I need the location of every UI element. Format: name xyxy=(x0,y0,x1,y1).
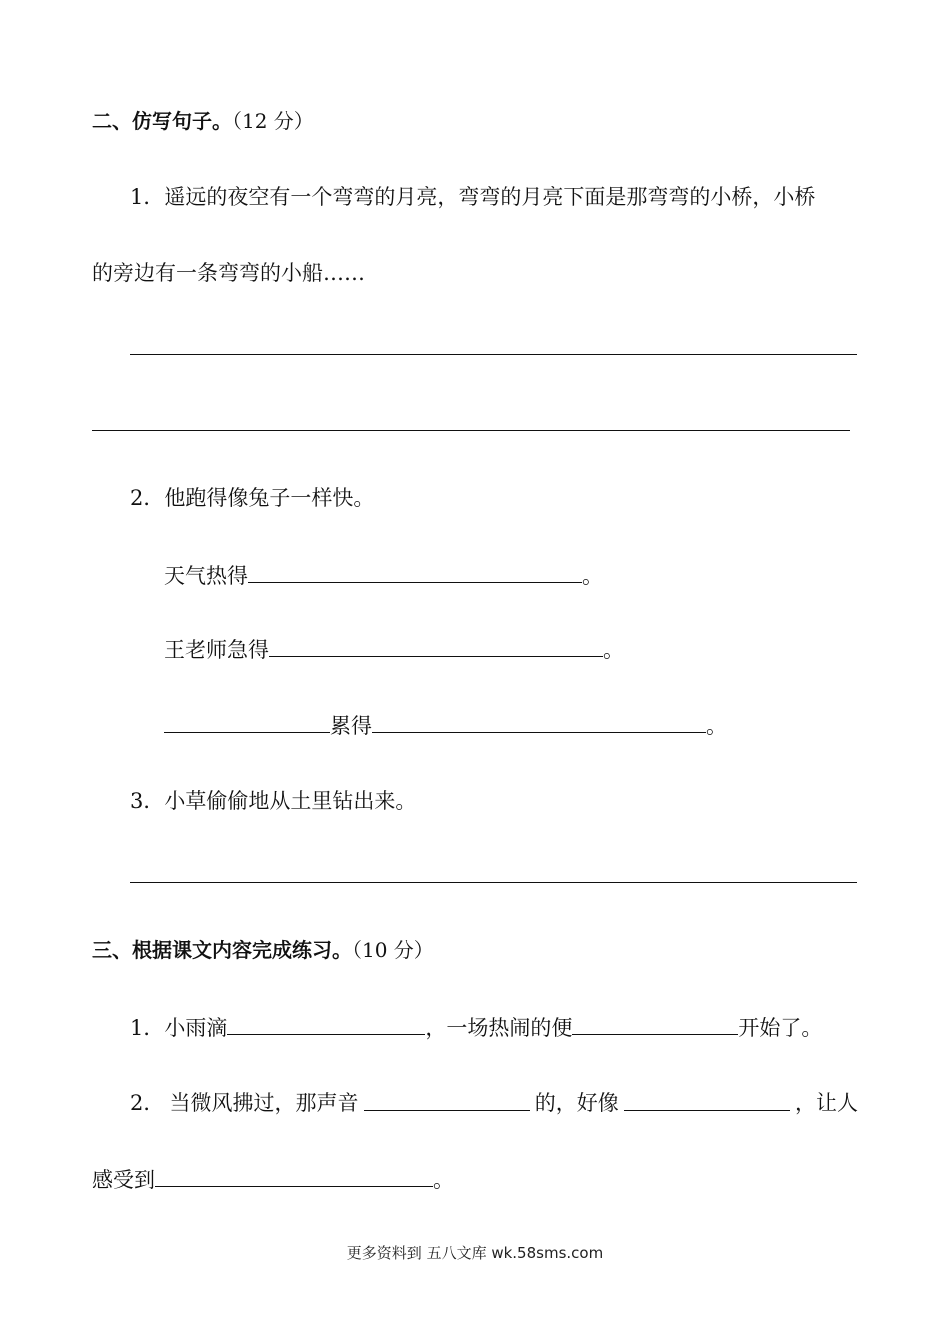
s3-q2-blank-1[interactable] xyxy=(364,1088,530,1111)
s2-q2-number: 2． xyxy=(130,486,165,510)
s3-q1-blank-2[interactable] xyxy=(572,1012,738,1035)
s2-q2-fill-3-period: 。 xyxy=(706,714,727,738)
s2-q2-fill-1-prefix: 天气热得 xyxy=(164,564,248,588)
s2-q3-text: 小草偷偷地从土里钻出来。 xyxy=(164,789,417,813)
s2-q2-fill-3-blank-a[interactable] xyxy=(164,710,330,733)
s3-q1-part2: ，一场热闹的便 xyxy=(425,1016,573,1040)
s3-q2-blank-3[interactable] xyxy=(155,1164,433,1187)
s3-q2-part1: 当微风拂过，那声音 xyxy=(169,1091,359,1115)
section-2-heading xyxy=(92,106,314,136)
section-3-title: 三、根据课文内容完成练习。 xyxy=(92,938,352,962)
s2-q2-line xyxy=(130,483,374,513)
s2-q2-fill-3 xyxy=(164,710,727,741)
s3-q2-line2-prefix: 感受到 xyxy=(92,1168,155,1192)
s3-q1-line xyxy=(130,1012,822,1043)
s2-q1-answer-line-2[interactable] xyxy=(92,430,850,431)
s2-q2-text: 他跑得像兔子一样快。 xyxy=(164,486,375,510)
s2-q1-text-line2: 的旁边有一条弯弯的小船…… xyxy=(92,261,365,285)
s3-q1-number: 1． xyxy=(130,1016,165,1040)
section-2-score: （12 分） xyxy=(232,109,314,133)
s2-q2-fill-2-period: 。 xyxy=(603,638,624,662)
s2-q1-text-line1: 遥远的夜空有一个弯弯的月亮，弯弯的月亮下面是那弯弯的小桥，小桥 xyxy=(164,185,816,209)
s2-q3-answer-line[interactable] xyxy=(130,882,857,883)
s3-q2-line1 xyxy=(130,1088,858,1118)
section-3-score: （10 分） xyxy=(352,938,434,962)
s2-q2-fill-2-blank[interactable] xyxy=(269,634,603,657)
s3-q2-number: 2． xyxy=(130,1091,165,1115)
s3-q1-blank-1[interactable] xyxy=(227,1012,425,1035)
s2-q1-line1 xyxy=(130,182,815,212)
s2-q2-fill-2-prefix: 王老师急得 xyxy=(164,638,269,662)
s2-q2-fill-3-blank-b[interactable] xyxy=(372,710,706,733)
s2-q2-fill-1-period: 。 xyxy=(582,564,603,588)
s3-q2-part2: 的，好像 xyxy=(534,1091,619,1115)
s3-q2-blank-2[interactable] xyxy=(624,1088,790,1111)
s2-q1-line2 xyxy=(92,258,365,288)
s3-q2-line2-period: 。 xyxy=(433,1168,454,1192)
s2-q2-fill-1-blank[interactable] xyxy=(248,560,582,583)
s2-q2-fill-2 xyxy=(164,634,624,665)
section-2-title: 二、仿写句子。 xyxy=(92,109,232,133)
section-3-heading xyxy=(92,935,434,965)
s3-q1-part1: 小雨滴 xyxy=(164,1016,228,1040)
s2-q1-answer-line-1[interactable] xyxy=(130,354,857,355)
s2-q2-fill-3-middle: 累得 xyxy=(330,714,372,738)
s2-q3-line xyxy=(130,786,416,816)
s3-q2-line2 xyxy=(92,1164,454,1195)
s3-q1-part3: 开始了。 xyxy=(738,1016,823,1040)
s2-q3-number: 3． xyxy=(130,789,165,813)
s3-q2-part3: ，让人 xyxy=(795,1091,858,1115)
s2-q1-number: 1． xyxy=(130,185,165,209)
footer-link-text[interactable]: 更多资料到 五八文库 wk.58sms.com xyxy=(346,1244,604,1262)
s2-q2-fill-1 xyxy=(164,560,603,591)
